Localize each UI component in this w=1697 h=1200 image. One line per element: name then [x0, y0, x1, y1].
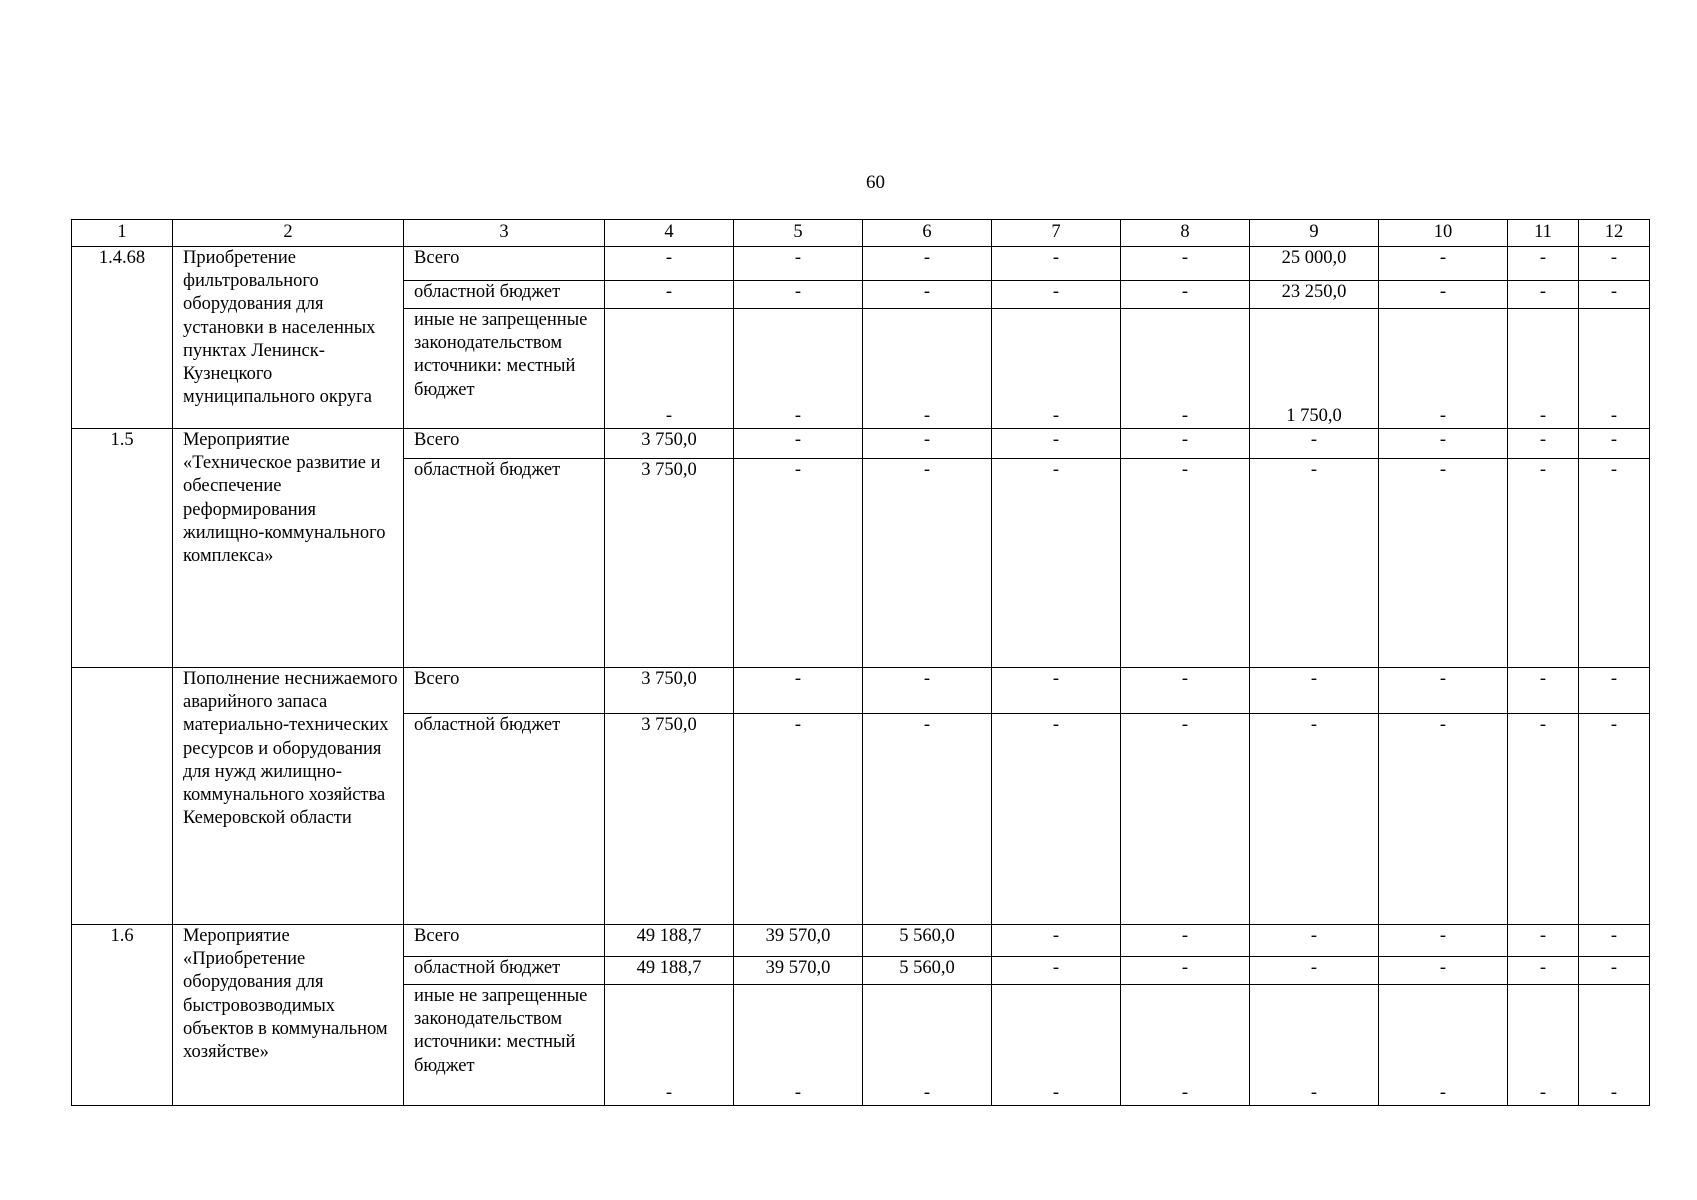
value-cell: 49 188,7: [605, 925, 734, 957]
value-cell: -: [1508, 459, 1579, 668]
budget-table: [71, 219, 1650, 1106]
value-cell: -: [1508, 309, 1579, 429]
value-cell: -: [992, 309, 1121, 429]
value-cell: -: [1121, 429, 1250, 459]
value-cell: -: [1121, 668, 1250, 714]
value-cell: -: [734, 281, 863, 309]
value-cell: -: [1250, 925, 1379, 957]
value-cell: 3 750,0: [605, 668, 734, 714]
funding-source: Всего: [404, 247, 605, 281]
value-cell: -: [605, 985, 734, 1106]
value-cell: -: [605, 247, 734, 281]
funding-source: Всего: [404, 668, 605, 714]
item-name: Пополнение неснижаемого аварийного запаса материально-технических ресурсов и оборудования для нужд жилищно-коммунального хозяйства Кемеровской области: [173, 668, 404, 925]
value-cell: -: [1121, 957, 1250, 985]
value-cell: 5 560,0: [863, 957, 992, 985]
value-cell: -: [605, 281, 734, 309]
value-cell: 1 750,0: [1250, 309, 1379, 429]
funding-source: областной бюджет: [404, 281, 605, 309]
value-cell: -: [992, 714, 1121, 925]
value-cell: 5 560,0: [863, 925, 992, 957]
funding-source: иные не запрещенные законодательством источники: местный бюджет: [404, 985, 605, 1106]
column-header: 2: [173, 220, 404, 247]
table-row: [72, 668, 1650, 714]
funding-source: Всего: [404, 925, 605, 957]
column-header: 8: [1121, 220, 1250, 247]
value-cell: -: [734, 668, 863, 714]
value-cell: -: [734, 429, 863, 459]
value-cell: -: [1379, 281, 1508, 309]
item-name: Приобретение фильтровального оборудования для установки в населенных пунктах Ленинск-Кузнецкого муниципального округа: [173, 247, 404, 429]
value-cell: -: [1379, 429, 1508, 459]
value-cell: -: [1379, 985, 1508, 1106]
value-cell: -: [1579, 429, 1650, 459]
value-cell: -: [992, 925, 1121, 957]
value-cell: -: [605, 309, 734, 429]
value-cell: -: [863, 668, 992, 714]
item-code: 1.4.68: [72, 247, 173, 429]
value-cell: -: [1121, 925, 1250, 957]
funding-source: областной бюджет: [404, 957, 605, 985]
funding-source: областной бюджет: [404, 714, 605, 925]
value-cell: -: [1579, 668, 1650, 714]
value-cell: 25 000,0: [1250, 247, 1379, 281]
funding-source: областной бюджет: [404, 459, 605, 668]
value-cell: -: [1379, 309, 1508, 429]
value-cell: -: [992, 459, 1121, 668]
value-cell: -: [1579, 247, 1650, 281]
column-header: 11: [1508, 220, 1579, 247]
value-cell: -: [863, 309, 992, 429]
column-header: 4: [605, 220, 734, 247]
value-cell: -: [734, 247, 863, 281]
value-cell: -: [1379, 925, 1508, 957]
value-cell: -: [1579, 459, 1650, 668]
value-cell: -: [1508, 429, 1579, 459]
value-cell: -: [1379, 714, 1508, 925]
column-header: 9: [1250, 220, 1379, 247]
value-cell: -: [1508, 985, 1579, 1106]
funding-source: Всего: [404, 429, 605, 459]
table-row: [72, 429, 1650, 459]
value-cell: -: [734, 714, 863, 925]
value-cell: 39 570,0: [734, 925, 863, 957]
column-header: 5: [734, 220, 863, 247]
value-cell: -: [863, 247, 992, 281]
item-code: 1.5: [72, 429, 173, 668]
item-name: Мероприятие «Техническое развитие и обеспечение реформирования жилищно-коммунального комплекса»: [173, 429, 404, 668]
value-cell: -: [863, 429, 992, 459]
value-cell: -: [1121, 281, 1250, 309]
funding-source: иные не запрещенные законодательством источники: местный бюджет: [404, 309, 605, 429]
value-cell: 49 188,7: [605, 957, 734, 985]
value-cell: -: [1579, 985, 1650, 1106]
value-cell: -: [1579, 957, 1650, 985]
item-code: 1.6: [72, 925, 173, 1106]
item-code: [72, 668, 173, 925]
value-cell: -: [992, 957, 1121, 985]
value-cell: -: [1250, 459, 1379, 668]
page-number: 60: [866, 172, 885, 193]
value-cell: -: [1508, 925, 1579, 957]
value-cell: -: [1579, 309, 1650, 429]
column-header: 10: [1379, 220, 1508, 247]
table-row: [72, 247, 1650, 281]
item-name: Мероприятие «Приобретение оборудования для быстровозводимых объектов в коммунальном хозяйстве»: [173, 925, 404, 1106]
value-cell: -: [1508, 668, 1579, 714]
value-cell: -: [1379, 668, 1508, 714]
value-cell: 39 570,0: [734, 957, 863, 985]
value-cell: -: [992, 985, 1121, 1106]
value-cell: -: [992, 247, 1121, 281]
value-cell: -: [734, 309, 863, 429]
value-cell: 3 750,0: [605, 714, 734, 925]
value-cell: -: [1250, 957, 1379, 985]
value-cell: -: [1250, 985, 1379, 1106]
value-cell: -: [1379, 459, 1508, 668]
value-cell: -: [863, 459, 992, 668]
value-cell: -: [1379, 247, 1508, 281]
column-header: 12: [1579, 220, 1650, 247]
value-cell: -: [992, 668, 1121, 714]
value-cell: -: [1250, 668, 1379, 714]
table-header-row: [72, 220, 1650, 247]
value-cell: -: [1579, 925, 1650, 957]
value-cell: -: [1121, 985, 1250, 1106]
value-cell: -: [1121, 247, 1250, 281]
value-cell: -: [1121, 309, 1250, 429]
table-row: [72, 925, 1650, 957]
value-cell: -: [1250, 429, 1379, 459]
value-cell: -: [1250, 714, 1379, 925]
value-cell: -: [734, 985, 863, 1106]
value-cell: -: [1579, 281, 1650, 309]
value-cell: -: [1508, 957, 1579, 985]
value-cell: 3 750,0: [605, 429, 734, 459]
value-cell: -: [992, 281, 1121, 309]
value-cell: -: [1121, 459, 1250, 668]
value-cell: -: [863, 985, 992, 1106]
value-cell: -: [1508, 714, 1579, 925]
value-cell: -: [1579, 714, 1650, 925]
value-cell: -: [1508, 281, 1579, 309]
column-header: 6: [863, 220, 992, 247]
value-cell: -: [1508, 247, 1579, 281]
value-cell: 3 750,0: [605, 459, 734, 668]
value-cell: -: [863, 281, 992, 309]
column-header: 7: [992, 220, 1121, 247]
column-header: 1: [72, 220, 173, 247]
value-cell: -: [863, 714, 992, 925]
value-cell: 23 250,0: [1250, 281, 1379, 309]
value-cell: -: [992, 429, 1121, 459]
column-header: 3: [404, 220, 605, 247]
value-cell: -: [1121, 714, 1250, 925]
value-cell: -: [734, 459, 863, 668]
value-cell: -: [1379, 957, 1508, 985]
